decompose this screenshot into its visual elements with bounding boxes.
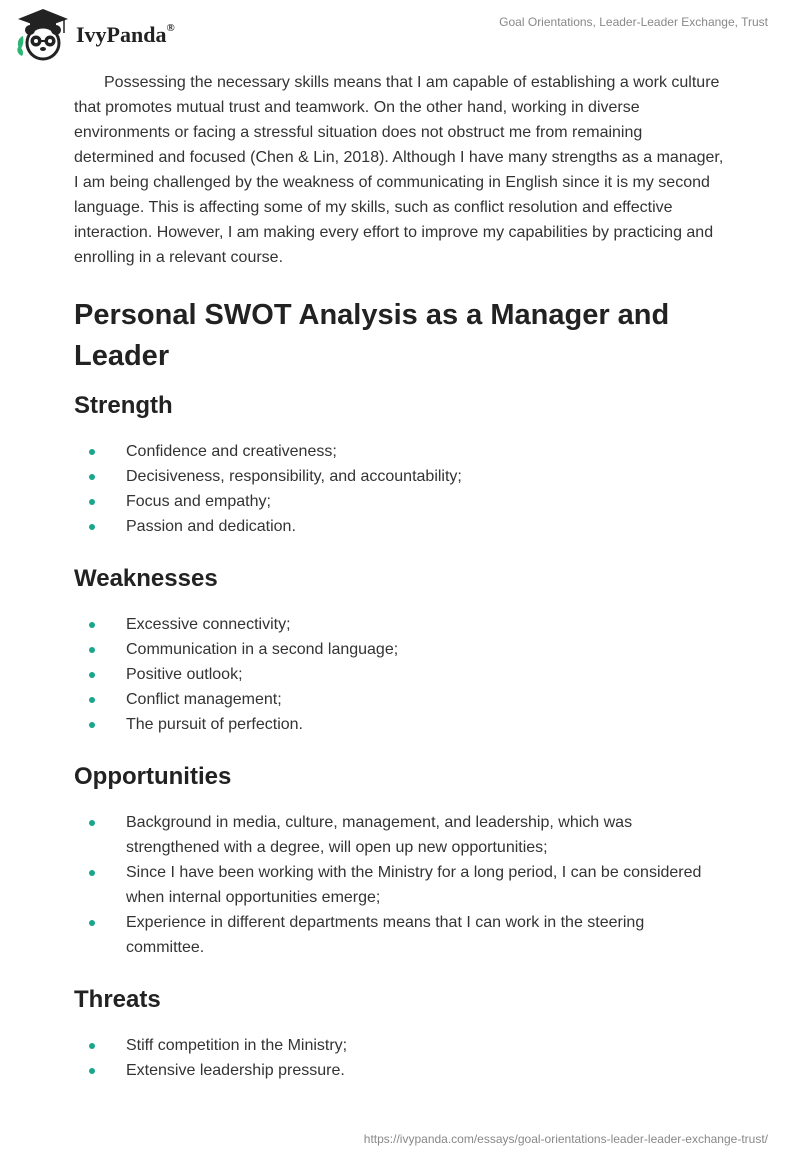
panda-logo-icon (14, 6, 72, 62)
list-item (74, 464, 724, 489)
bullet-icon (89, 920, 95, 926)
list-item-text: Excessive connectivity; (126, 616, 291, 633)
essay-content (74, 70, 724, 1083)
strength-heading: Strength (74, 392, 173, 419)
bullet-icon (89, 449, 95, 455)
threats-heading: Threats (74, 986, 161, 1013)
list-item (74, 439, 724, 464)
list-item-text: Decisiveness, responsibility, and accountability; (126, 468, 462, 485)
list-item (74, 1058, 724, 1083)
list-item-text: Communication in a second language; (126, 641, 399, 658)
weaknesses-list (74, 612, 724, 737)
registered-mark: ® (166, 21, 175, 34)
source-url[interactable]: https://ivypanda.com/essays/goal-orientations-leader-leader-exchange-trust/ (363, 1132, 768, 1146)
intro-paragraph: Possessing the necessary skills means that I am capable of establishing a work culture that promotes mutual trust and teamwork. On the other hand, working in diverse environments or facing a stressful situation does not obstruct me from remaining determined and focused (Chen & Lin, 2018). Although I have many strengths as a manager, I am being challenged by the weakness of communicating in English since it is my second language. This is affecting some of my skills, such as conflict resolution and effective interaction. However, I am making every effort to improve my capabilities by practicing and enrolling in a relevant course. (74, 74, 724, 266)
list-item (74, 489, 724, 514)
list-item-text: Extensive leadership pressure. (126, 1062, 345, 1079)
list-item-text: Passion and dedication. (126, 518, 296, 535)
page-header (0, 0, 800, 70)
opportunities-heading: Opportunities (74, 763, 232, 790)
list-item (74, 910, 724, 960)
bullet-icon (89, 524, 95, 530)
main-heading: Personal SWOT Analysis as a Manager and Leader (74, 299, 670, 372)
bullet-icon (89, 1043, 95, 1049)
bullet-icon (89, 1068, 95, 1074)
list-item (74, 1033, 724, 1058)
list-item-text: Focus and empathy; (126, 493, 271, 510)
list-item-text: Confidence and creativeness; (126, 443, 337, 460)
bullet-icon (89, 622, 95, 628)
threats-list (74, 1033, 724, 1083)
list-item (74, 612, 724, 637)
bullet-icon (89, 499, 95, 505)
list-item (74, 712, 724, 737)
weaknesses-heading: Weaknesses (74, 565, 218, 592)
list-item-text: Background in media, culture, management, and leadership, which was strengthened with a degree, will open up new opportunities; (126, 814, 633, 856)
list-item-text: Stiff competition in the Ministry; (126, 1037, 348, 1054)
brand-name (76, 22, 175, 48)
bullet-icon (89, 697, 95, 703)
bullet-icon (89, 647, 95, 653)
list-item (74, 514, 724, 539)
strength-list (74, 439, 724, 539)
list-item (74, 860, 724, 910)
list-item-text: Positive outlook; (126, 666, 243, 683)
list-item-text: Conflict management; (126, 691, 282, 708)
bullet-icon (89, 722, 95, 728)
bullet-icon (89, 672, 95, 678)
opportunities-list (74, 810, 724, 960)
list-item (74, 810, 724, 860)
list-item (74, 662, 724, 687)
list-item (74, 637, 724, 662)
logo[interactable] (14, 6, 175, 62)
list-item (74, 687, 724, 712)
list-item-text: Since I have been working with the Ministry for a long period, I can be considered when internal opportunities emerge; (126, 864, 702, 906)
list-item-text: Experience in different departments means that I can work in the steering committee. (126, 914, 645, 956)
list-item-text: The pursuit of perfection. (126, 716, 303, 733)
bullet-icon (89, 820, 95, 826)
bullet-icon (89, 474, 95, 480)
document-title: Goal Orientations, Leader-Leader Exchange, Trust (499, 15, 768, 29)
bullet-icon (89, 870, 95, 876)
brand-text: IvyPanda (76, 22, 167, 47)
